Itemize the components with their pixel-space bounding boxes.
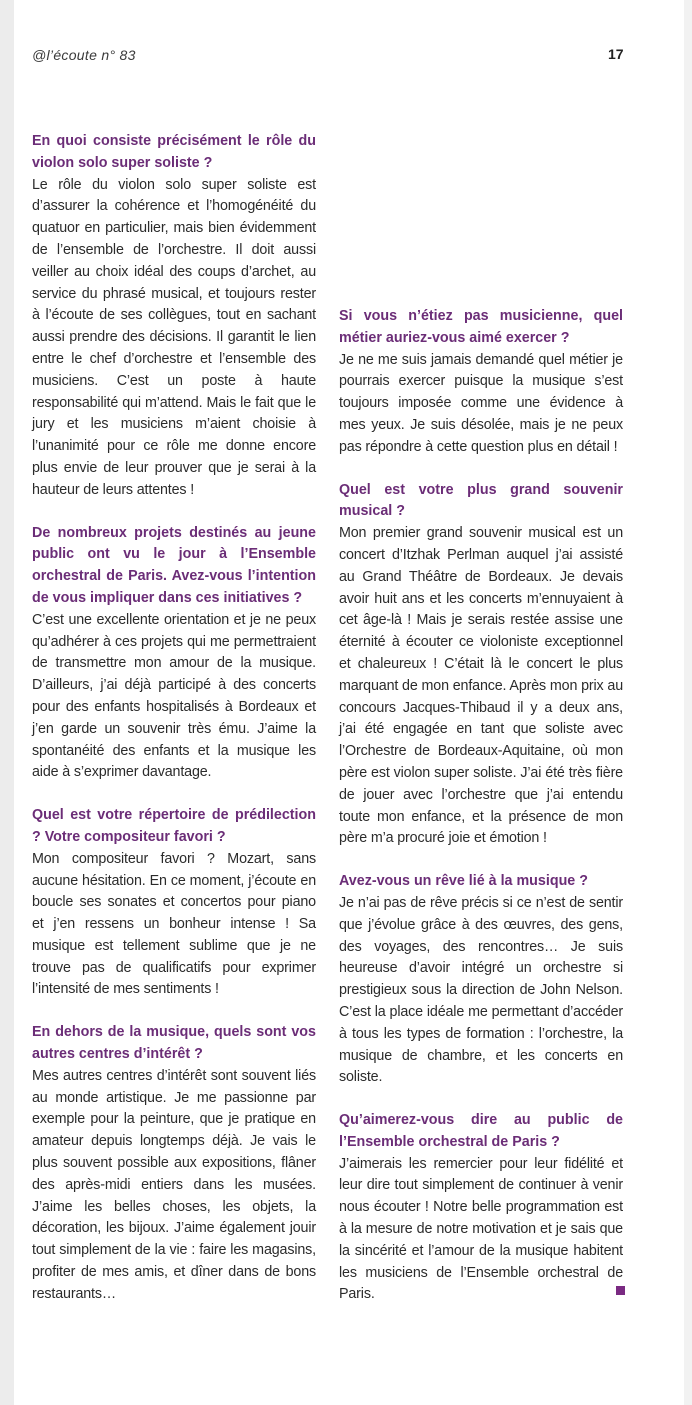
interview-question: Quel est votre répertoire de prédilection ? Votre compositeur favori ? <box>32 807 316 845</box>
interview-question: En dehors de la musique, quels sont vos autres centres d’intérêt ? <box>32 1024 316 1063</box>
interview-question: En quoi consiste précisément le rôle du violon solo super soliste ? <box>32 133 316 171</box>
interview-question: De nombreux projets destinés au jeune public ont vu le jour à l’Ensemble orchestral de Paris. Avez-vous l’intention de vous impliquer dans ces initiatives ? <box>32 524 316 606</box>
interview-question: Qu’aimerez-vous dire au public de l’Ensemble orchestral de Paris ? <box>339 1112 623 1150</box>
article-end-square-icon <box>616 1286 625 1295</box>
interview-answer: Mes autres centres d’intérêt sont souvent liés au monde artistique. Je me passionne par exemple pour la peinture, que je pratique en amateur depuis longtemps déjà. Je vais le plus souvent possible aux expositions, flâner des après-midi entiers dans les musées. J’aime les belles choses, les objets, la décoration, les bijoux. J’aime également jouir tout simplement de la vie : faire les magasins, profiter de mes amis, et dîner dans de bons restaurants… <box>32 1067 316 1302</box>
right-column <box>339 306 623 1327</box>
interview-section <box>32 523 316 785</box>
interview-section <box>339 306 623 459</box>
interview-answer: Mon premier grand souvenir musical est un concert d’Itzhak Perlman auquel j’ai assisté au Grand Théâtre de Bordeaux. Je devais avoir huit ans et les concerts m’ennuyaient à cet âge-là ! Mais je serais restée assise une éternité à écouter ce violoniste exceptionnel et chaleureux ! C’était là le concert le plus marquant de mon enfance. Après mon prix au concours Jacques-Thibaud il y a deux ans, j’ai été engagée en tant que soliste avec l’Orchestre de Bordeaux-Aquitaine, où mon père est violon super soliste. J’ai été très fière de jouer avec l’orchestre que j’ai entendu toute mon enfance, et la présence de mon père m’a procuré joie et émotion ! <box>339 525 623 847</box>
interview-answer: Je ne me suis jamais demandé quel métier je pourrais exercer puisque la musique s’est toujours imposée comme une évidence à mes yeux. Je suis désolée, mais je ne peux pas répondre à cette question plus en détail ! <box>339 351 623 455</box>
magazine-issue-header: @l’écoute n° 83 <box>32 47 136 63</box>
interview-answer: Mon compositeur favori ? Mozart, sans aucune hésitation. En ce moment, j’écoute en boucle ses sonates et concertos pour piano et j’en ressens un bonheur intense ! Sa musique est tellement sublime que je ne trouve pas de qualificatifs pour exprimer l’intensité de mes sentiments ! <box>32 850 316 998</box>
interview-section <box>339 480 623 851</box>
interview-section <box>32 1022 316 1305</box>
interview-section <box>339 1110 623 1306</box>
interview-question: Si vous n’étiez pas musicienne, quel métier auriez-vous aimé exercer ? <box>339 308 623 346</box>
interview-question: Quel est votre plus grand souvenir musical ? <box>339 481 623 520</box>
interview-section <box>339 871 623 1089</box>
interview-answer: Le rôle du violon solo super soliste est d’assurer la cohérence et l’homogénéité du quatuor en particulier, mais bien évidemment de l’ensemble de l’orchestre. Il doit aussi veiller au choix idéal des coups d’archet, au service du phrasé musical, et toujours rester à l’écoute de ses collègues, tout en sachant aussi prendre des décisions. Il garantit le lien entre le chef d’orchestre et l’ensemble des musiciens. C’est un poste à haute responsabilité qui m’attend. Mais le fait que le jury et les musiciens m’aient choisie à l’unanimité pour ce rôle me donne encore plus envie de leur prouver que je serai à la hauteur de leurs attentes ! <box>32 176 316 498</box>
interview-answer: J’aimerais les remercier pour leur fidélité et leur dire tout simplement de continuer à venir nous écouter ! Notre belle programmation est à la mesure de notre motivation et je sais que la sincérité et l’amour de la musique habitent les musiciens de l’Ensemble orchestral de Paris. <box>339 1155 623 1303</box>
page-number: 17 <box>608 46 624 62</box>
interview-section <box>32 131 316 502</box>
interview-answer: C’est une excellente orientation et je ne peux qu’adhérer à ces projets qui me permettraient de transmettre mon amour de la musique. D’ailleurs, j’ai déjà participé à des concerts pour des enfants hospitalisés à Bordeaux et j’en garde un souvenir très ému. J’aime la spontanéité des enfants et la musique les aide à s’exprimer davantage. <box>32 611 316 781</box>
page-scan-edge-right <box>684 0 692 1405</box>
left-column <box>32 131 316 1327</box>
interview-question: Avez-vous un rêve lié à la musique ? <box>339 873 588 890</box>
interview-section <box>32 805 316 1001</box>
interview-answer: Je n’ai pas de rêve précis si ce n’est de sentir que j’évolue grâce à des œuvres, des gens, des voyages, des rencontres… Je suis heureuse d’avoir intégré un orchestre si prestigieux sous la direction de John Nelson. C’est la place idéale me permettant d’accéder à tous les types de formation : l’orchestre, la musique de chambre, et les concerts en soliste. <box>339 894 623 1086</box>
page-scan-edge-left <box>0 0 14 1405</box>
